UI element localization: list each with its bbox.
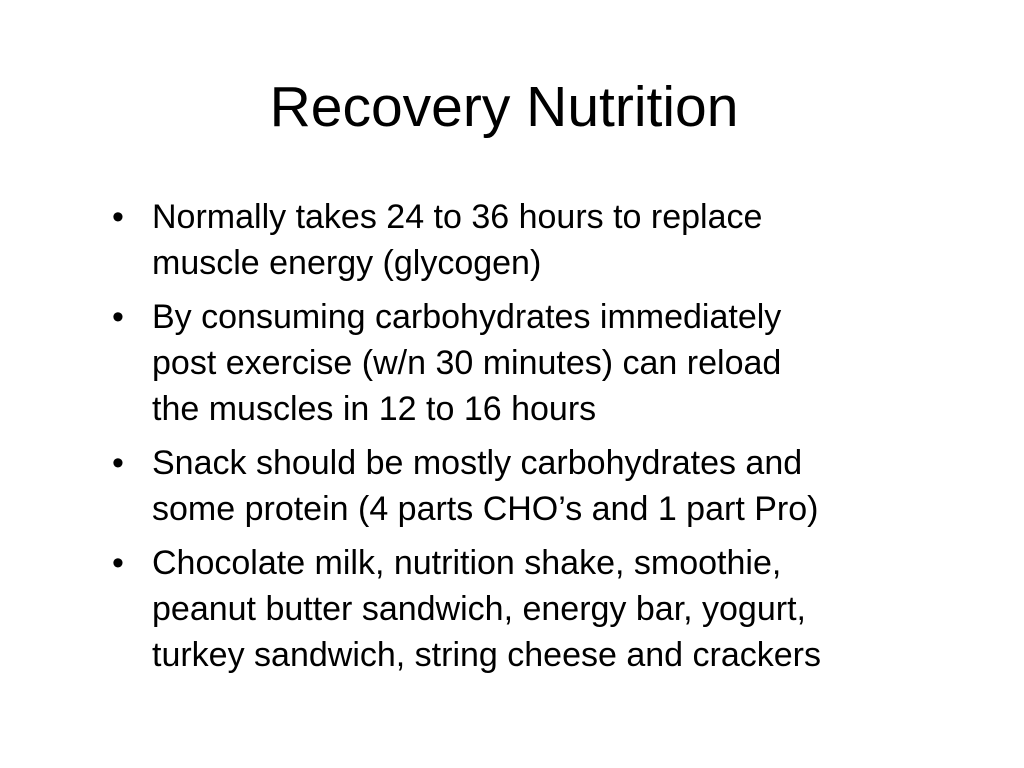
bullet-item <box>112 540 992 678</box>
bullet-icon: • <box>112 444 124 482</box>
bullet-icon: • <box>112 198 124 236</box>
bullet-line: Snack should be mostly carbohydrates and <box>152 444 803 482</box>
bullet-icon: • <box>112 544 124 582</box>
slide-title: Recovery Nutrition <box>269 75 739 139</box>
bullet-line: By consuming carbohydrates immediately <box>152 298 782 336</box>
bullet-line: Chocolate milk, nutrition shake, smoothie, <box>152 544 782 582</box>
bullet-line: the muscles in 12 to 16 hours <box>152 390 597 428</box>
bullet-item <box>112 194 992 286</box>
bullet-line: turkey sandwich, string cheese and crackers <box>152 636 821 674</box>
bullet-icon: • <box>112 298 124 336</box>
bullet-line: post exercise (w/n 30 minutes) can reload <box>152 344 782 382</box>
bullet-line: muscle energy (glycogen) <box>152 244 542 282</box>
bullet-line: some protein (4 parts CHO’s and 1 part Pro) <box>152 490 819 528</box>
bullet-item <box>112 294 992 432</box>
bullet-list <box>112 194 992 686</box>
bullet-item <box>112 440 992 532</box>
bullet-line: peanut butter sandwich, energy bar, yogurt, <box>152 590 806 628</box>
bullet-line: Normally takes 24 to 36 hours to replace <box>152 198 763 236</box>
